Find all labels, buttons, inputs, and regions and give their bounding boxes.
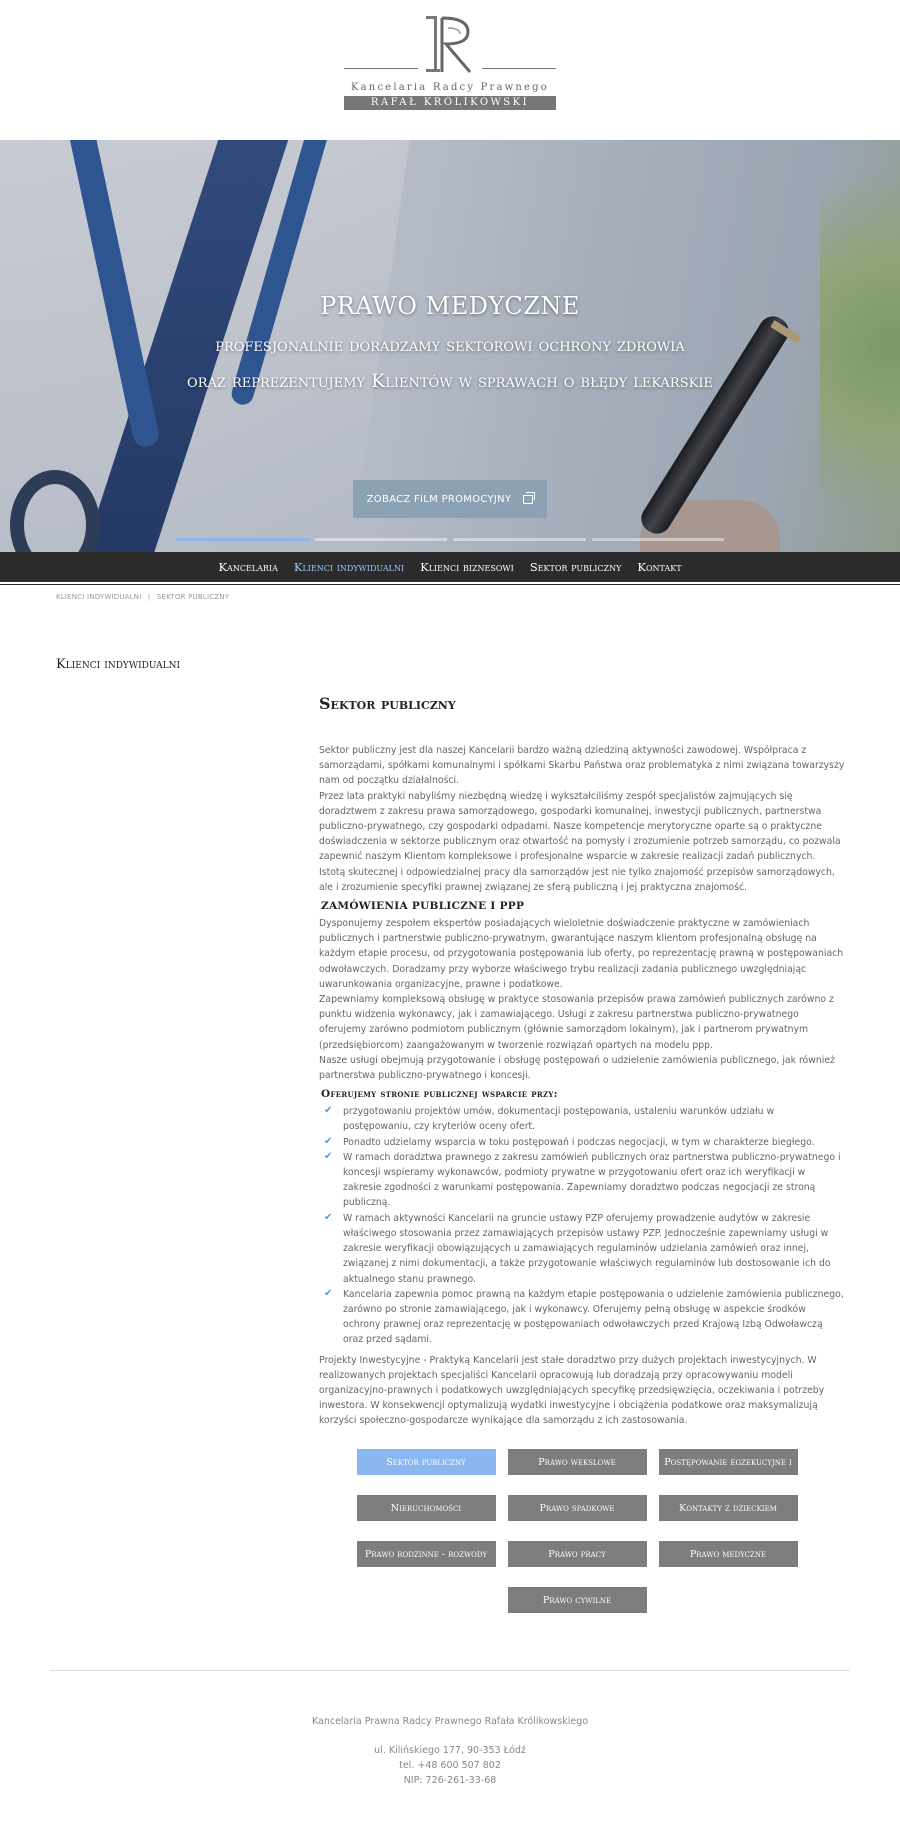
slider-dot-3[interactable]: [453, 538, 586, 541]
external-window-icon: [523, 495, 533, 504]
nav-item-sektor-publiczny[interactable]: Sektor publiczny: [529, 560, 622, 574]
list-item-text: Kancelaria zapewnia pomoc prawną na każdym etapie postępowania o udzielenie zamówienia publicznego, zarówno po stronie zamawiającego, jak i wykonawcy. Oferujemy pełną obsługę w aspekcie środków ochrony prawnej oraz reprezentację w postępowaniach odwoławczych przed Krajową Izbą Odwoławczą oraz przed sądami.: [343, 1288, 844, 1346]
checkmark-icon: ✔: [324, 1211, 333, 1223]
category-button-prawo-medyczne[interactable]: Prawo medyczne: [659, 1541, 798, 1567]
footer-divider: [50, 1670, 850, 1671]
category-button-prawo-cywilne[interactable]: Prawo cywilne: [508, 1587, 647, 1613]
category-button-kontakty-z-dzieckiem[interactable]: Kontakty z dzieckiem: [659, 1495, 798, 1521]
intro-paragraph: Sektor publiczny jest dla naszej Kancelarii bardzo ważną dziedziną aktywności zawodowej. Współpraca z samorządami, spółkami komunalnymi i spółkami Skarbu Państwa oraz problematyka z nimi związana towarzyszy nam od początku działalności.: [319, 745, 845, 787]
nav-underline: [0, 582, 900, 585]
paragraph-3: Istotą skutecznej i odpowiedzialnej pracy dla samorządów jest nie tylko znajomość przepisów samorządowych, ale i zrozumienie specyfiki prawnej związanej ze sferą publiczną i jej praktyczna znajomość.: [319, 866, 835, 893]
promo-video-button[interactable]: [353, 480, 547, 518]
nav-item-kancelaria[interactable]: Kancelaria: [218, 560, 278, 574]
support-checklist: [321, 1104, 845, 1347]
section1-paragraph-3: Nasze usługi obejmują przygotowanie i obsługę postępowań o udzielenie zamówienia publicznego, jak również partnerstwa publiczno-prywatnego i koncesji.: [319, 1054, 835, 1082]
category-buttons: [356, 1449, 798, 1633]
slider-dot-4[interactable]: [592, 538, 725, 541]
list-item: [321, 1150, 845, 1211]
list-item: [321, 1135, 845, 1150]
section1-paragraph-1: Dysponujemy zespołem ekspertów posiadających wieloletnie doświadczenie praktyczne w zamówieniach publicznych i partnerstwie publiczno-prywatnym, gwarantujące naszym klientom profesjonalną obsługę na każdym etapie procesu, od przygotowania postępowania lub oferty, po reprezentację prawną w postępowaniach odwoławczych. Doradzamy przy wyborze właściwego trybu realizacji zadania publicznego uwzględniając uwarunkowania organizacyjne, prawne i podatkowe.: [319, 918, 844, 990]
nav-item-kontakt[interactable]: Kontakt: [637, 560, 682, 574]
category-row: [356, 1495, 798, 1521]
main-content: [319, 694, 845, 1429]
logo-rule-left: [344, 68, 418, 69]
list-item: [321, 1104, 845, 1134]
page-title: Sektor publiczny: [319, 694, 456, 713]
breadcrumb-separator: |: [147, 593, 151, 601]
list-item-text: przygotowaniu projektów umów, dokumentacji postępowania, ustaleniu warunków udziału w postępowaniu, czy kryteriów oceny ofert.: [343, 1106, 775, 1133]
hero-subtitle-line-1: profesjonalnie doradzamy sektorowi ochrony zdrowia: [215, 334, 685, 356]
main-nav: [0, 552, 900, 582]
sidebar-title: Klienci indywidualni: [56, 657, 181, 672]
breadcrumb-item-klienci[interactable]: KLIENCI INDYWIDUALNI: [56, 593, 142, 601]
slider-dot-1[interactable]: [176, 538, 309, 541]
category-button-postepowanie-egzekucyjne[interactable]: Postępowanie egzekucyjne i: [659, 1449, 798, 1475]
list-item-text: W ramach doradztwa prawnego z zakresu zamówień publicznych oraz partnerstwa publiczno-prywatnego i koncesji wspieramy wykonawców, podmioty prywatne w przygotowaniu ofert oraz ich weryfikacji w zakresie zgodności z warunkami postępowania. Zapewniamy doradztwo podczas negocjacji ze stroną publiczną.: [343, 1151, 841, 1209]
list-item-text: W ramach aktywności Kancelarii na gruncie ustawy PZP oferujemy prowadzenie audytów w zakresie właściwego stosowania przez zamawiających przepisów ustawy PZP. Jednocześnie zapewniamy usługi w zakresie weryfikacji obowiązujących u zamawiających regulaminów udzielania zamówień oraz innej, związanej z nimi dokumentacji, a także przygotowanie właściwych regulaminów lub dostosowanie ich do aktualnego stanu prawnego.: [343, 1212, 831, 1285]
hero-title: PRAWO MEDYCZNE: [320, 292, 580, 320]
section-heading-zamowienia: ZAMÓWIENIA PUBLICZNE I PPP: [321, 900, 525, 913]
logo-line-1: Kancelaria Radcy Prawnego: [350, 82, 550, 93]
category-button-sektor-publiczny[interactable]: Sektor publiczny: [357, 1449, 496, 1475]
list-item-text: Ponadto udzielamy wsparcia w toku postępowań i podczas negocjacji, w tym w charakterze biegłego.: [343, 1136, 815, 1148]
list-item: [321, 1211, 845, 1287]
hero-slider: [0, 140, 900, 552]
logo-line-2: RAFAŁ KRÓLIKOWSKI: [344, 96, 556, 110]
logo-rule-right: [482, 68, 556, 69]
breadcrumb: [56, 593, 233, 601]
category-button-prawo-wekslowe[interactable]: Prawo wekslowe: [508, 1449, 647, 1475]
section1-paragraph-2: Zapewniamy kompleksową obsługę w praktyce stosowania przepisów prawa zamówień publicznych zarówno z punktu widzenia wykonawcy, jak i zamawiającego. Usługi z zakresu partnerstwa publiczno-prywatnego oferujemy zarówno podmiotom publicznym (głównie samorządom lokalnym), jak i partnerom prywatnym (przedsiębiorcom) zaangażowanym w tworzenie rozwiązań opartych na modelu ppp.: [319, 994, 834, 1051]
slider-pagination: [176, 538, 724, 541]
slider-dot-2[interactable]: [315, 538, 448, 541]
list-item: [321, 1287, 845, 1348]
footer-address: ul. Kilińskiego 177, 90-353 Łódź: [374, 1745, 526, 1756]
footer-nip: NIP: 726-261-33-68: [403, 1775, 497, 1786]
category-button-prawo-spadkowe[interactable]: Prawo spadkowe: [508, 1495, 647, 1521]
footer-phone[interactable]: tel. +48 600 507 802: [399, 1760, 501, 1771]
checkmark-icon: ✔: [324, 1105, 333, 1117]
category-button-prawo-rodzinne[interactable]: Prawo rodzinne - rozwody: [357, 1541, 496, 1567]
category-button-nieruchomosci[interactable]: Nieruchomości: [357, 1495, 496, 1521]
nav-item-klienci-biznesowi[interactable]: Klienci biznesowi: [420, 560, 514, 574]
hero-subtitle-line-2: oraz reprezentujemy Klientów w sprawach o błędy lekarskie: [187, 370, 713, 392]
promo-video-label: ZOBACZ FILM PROMOCYJNY: [366, 493, 512, 505]
breadcrumb-item-current: SEKTOR PUBLICZNY: [156, 593, 230, 601]
paragraph-2: Przez lata praktyki nabyliśmy niezbędną wiedzę i wykształciliśmy zespół specjalistów zajmujących się doradztwem z zakresu prawa samorządowego, gospodarki komunalnej, inwestycji publicznych, partnerstwa publiczno-prywatnego, czy gospodarki odpadami. Nasze kompetencje merytoryczne oparte są o praktyczne doświadczenia w sektorze publicznym oraz otwartość na pomysły i zrozumienie potrzeb samorządu, co pozwala zapewnić naszym Klientom kompleksowe i profesjonalne wsparcie w zakresie realizacji zadań publicznych.: [319, 790, 841, 863]
category-button-prawo-pracy[interactable]: Prawo pracy: [508, 1541, 647, 1567]
checkmark-icon: ✔: [324, 1287, 333, 1299]
nav-item-klienci-indywidualni[interactable]: Klienci indywidualni: [293, 560, 405, 574]
site-header: [0, 0, 900, 140]
closing-paragraph: Projekty Inwestycyjne - Praktyką Kancelarii jest stałe doradztwo przy dużych projektach inwestycyjnych. W realizowanych projektach specjaliści Kancelarii opracowują lub doradzają przy opracowywaniu modeli organizacyjno-prawnych i podatkowych uwzględniających specyfikę przedsięwzięcia, oczekiwania i potrzeby inwestora. W konsekwencji optymalizują wydatki inwestycyjne i obciążenia podatkowe oraz maksymalizują korzyści społeczno-gospodarcze wynikające dla samorządu z ich zastosowania.: [319, 1354, 825, 1427]
logo[interactable]: [344, 12, 556, 112]
checkmark-icon: ✔: [324, 1150, 333, 1162]
checkmark-icon: ✔: [324, 1135, 333, 1147]
category-row: [356, 1587, 798, 1613]
category-row: [356, 1449, 798, 1475]
section-heading-oferujemy: Oferujemy stronie publicznej wsparcie przy:: [321, 1088, 558, 1101]
category-row: [356, 1541, 798, 1567]
logo-monogram: [420, 12, 480, 76]
footer-company-name: Kancelaria Prawna Radcy Prawnego Rafała Królikowskiego: [311, 1716, 589, 1727]
